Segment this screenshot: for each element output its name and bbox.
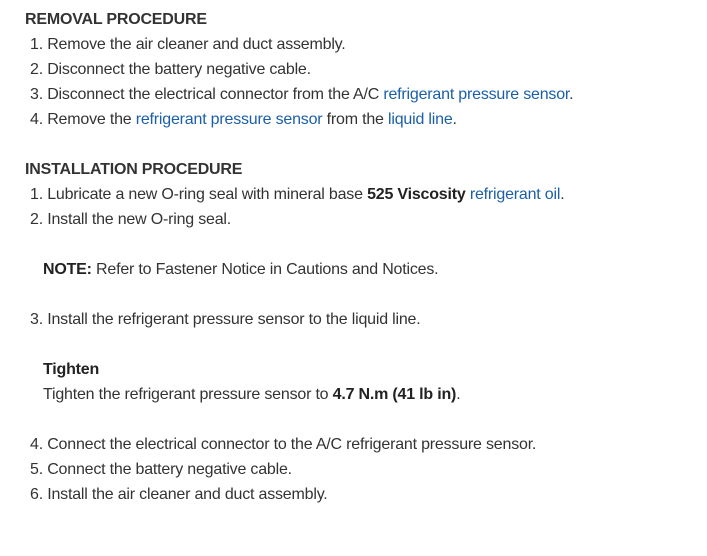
liquid-line-link[interactable]: liquid line [388, 111, 453, 128]
installation-step-4: 4. Connect the electrical connector to the A/C refrigerant pressure sensor. [30, 436, 537, 453]
installation-step-1: 1. Lubricate a new O-ring seal with mineral base 525 Viscosity refrigerant oil. [30, 186, 565, 203]
fastener-note: NOTE: Refer to Fastener Notice in Cautions and Notices. [43, 261, 439, 278]
tighten-heading: Tighten [43, 361, 100, 378]
removal-step-1: 1. Remove the air cleaner and duct assembly. [30, 36, 346, 53]
installation-step-6: 6. Install the air cleaner and duct assembly. [30, 486, 328, 503]
refrigerant-oil-link[interactable]: refrigerant oil [469, 186, 561, 203]
installation-heading: INSTALLATION PROCEDURE [25, 161, 243, 178]
tighten-spec: Tighten the refrigerant pressure sensor to 4.7 N.m (41 lb in). [43, 386, 461, 403]
refrigerant-pressure-sensor-link[interactable]: refrigerant pressure sensor [135, 111, 323, 128]
installation-step-5: 5. Connect the battery negative cable. [30, 461, 292, 478]
removal-step-4: 4. Remove the refrigerant pressure sensor from the liquid line. [30, 111, 457, 128]
removal-step-2: 2. Disconnect the battery negative cable. [30, 61, 311, 78]
refrigerant-pressure-sensor-link[interactable]: refrigerant pressure sensor [383, 86, 570, 103]
removal-heading: REMOVAL PROCEDURE [25, 11, 207, 28]
installation-step-2: 2. Install the new O-ring seal. [30, 211, 232, 228]
installation-step-3: 3. Install the refrigerant pressure sensor to the liquid line. [30, 311, 421, 328]
removal-step-3: 3. Disconnect the electrical connector from the A/C refrigerant pressure sensor. [30, 86, 574, 103]
